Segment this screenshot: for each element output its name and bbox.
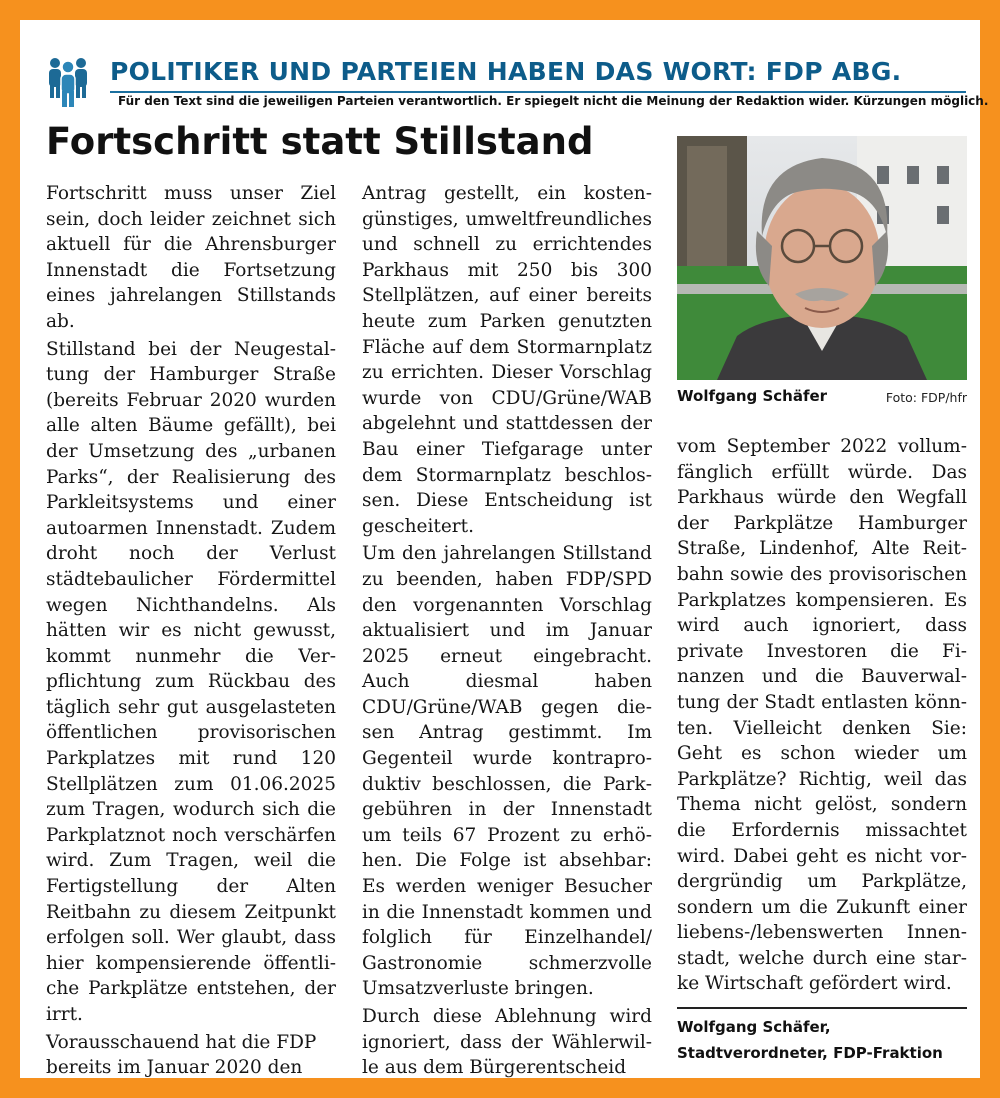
page xyxy=(20,20,989,1079)
photo-caption: Wolfgang Schäfer xyxy=(677,387,828,405)
paragraph: Stillstand bei der Neugestaltung der Hamburger Straße (bereits Februar 2020 wurden alle alten Bäume gefällt), bei der Umsetzung des „urbanen Parks“, der Realisierung des Parkleitsystems und einer autoarmen Innenstadt. Zudem droht noch der Verlust städtebaulicher Fördermittel wegen Nichthandelns. Als hätten wir es nicht gewusst, kommt nunmehr die Verpflichtung zum Rückbau des täglich sehr gut ausgelasteten öffentlichen provisorischen Parkplatzes mit rund 120 Stellplätzen zum 01.06.2025 zum Tragen, wodurch sich die Parkplatznot noch verschärfen wird. Zum Tragen, weil die Fertigstellung der Alten Reitbahn zu diesem Zeitpunkt erfolgen soll. Wer glaubt, dass hier kompensierende öffentliche Parkplätze entstehen, der irrt. xyxy=(46,338,336,1025)
group-of-people-icon xyxy=(46,54,90,108)
paragraph: Fortschritt muss unser Ziel sein, doch leider zeichnet sich aktuell für die Ahrensburger Innenstadt die Fortsetzung eines jahrelangen Stillstands ab. xyxy=(46,183,336,332)
article-headline: Fortschritt statt Stillstand xyxy=(46,120,594,163)
paragraph: Um den jahrelangen Stillstand zu beenden, haben FDP/SPD den vorgenannten Vorschlag aktualisiert und im Januar 2025 erneut eingebracht. Auch diesmal haben CDU/Grüne/WAB gegen diesen Antrag gestimmt. Im Gegenteil wurde kontraproduktiv beschlossen, die Parkgebühren in der Innenstadt um teils 67 Prozent zu erhöhen. Die Folge ist absehbar: Es werden weniger Besucher in die Innenstadt kommen und folglich für Einzelhandel/ Gastronomie schmerzvolle Umsatzverluste bringen. xyxy=(362,543,652,1000)
article-column-3 xyxy=(677,434,967,997)
portrait-photo xyxy=(677,136,967,380)
author-name: Wolfgang Schäfer, xyxy=(677,1018,831,1036)
header-divider xyxy=(110,91,966,93)
paragraph: Vorausschauend hat die FDP bereits im Januar 2020 den xyxy=(46,1031,317,1079)
paragraph: Antrag gestellt, ein kostengünstiges, umweltfreundliches und schnell zu errichtendes Parkhaus mit 250 bis 300 Stellplätzen, auf einer bereits heute zum Parken genutzten Fläche auf dem Stormarnplatz zu errichten. Dieser Vorschlag wurde von CDU/Grüne/WAB abgelehnt und stattdessen der Bau einer Tiefgarage unter dem Stormarnplatz beschlossen. Diese Entscheidung ist gescheitert. xyxy=(362,183,652,537)
photo-credit: Foto: FDP/hfr xyxy=(885,390,967,405)
disclaimer: Für den Text sind die jeweiligen Parteien verantwortlich. Er spiegelt nicht die Meinung der Redaktion wider. Kürzungen möglich. xyxy=(118,94,989,108)
paragraph: Durch diese Ablehnung wird ignoriert, dass der Wählerwille aus dem Bürgerentscheid xyxy=(362,1006,652,1079)
article-column-2 xyxy=(362,181,652,1081)
author-role: Stadtverordneter, FDP-Fraktion xyxy=(677,1044,943,1062)
article-column-1 xyxy=(46,181,336,1081)
author-divider xyxy=(677,1007,967,1009)
paragraph: vom September 2022 vollumfänglich erfüllt würde. Das Parkhaus würde den Wegfall der Parkplätze Hamburger Straße, Lindenhof, Alte Reitbahn sowie des provisorischen Parkplatzes kompensieren. Es wird auch ignoriert, dass private Investoren die Finanzen und die Bauverwaltung der Stadt entlasten könnten. Vielleicht denken Sie: Geht es schon wieder um Parkplätze? Richtig, weil das Thema nicht gelöst, sondern die Erfordernis missachtet wird. Dabei geht es nicht vordergründig um Parkplätze, sondern um die Zukunft einer liebens-/lebenswerten Innenstadt, welche durch eine starke Wirtschaft gefördert wird. xyxy=(677,436,967,995)
section-title: POLITIKER UND PARTEIEN HABEN DAS WORT: FDP ABG. xyxy=(110,57,902,86)
author-signature xyxy=(677,1014,967,1066)
